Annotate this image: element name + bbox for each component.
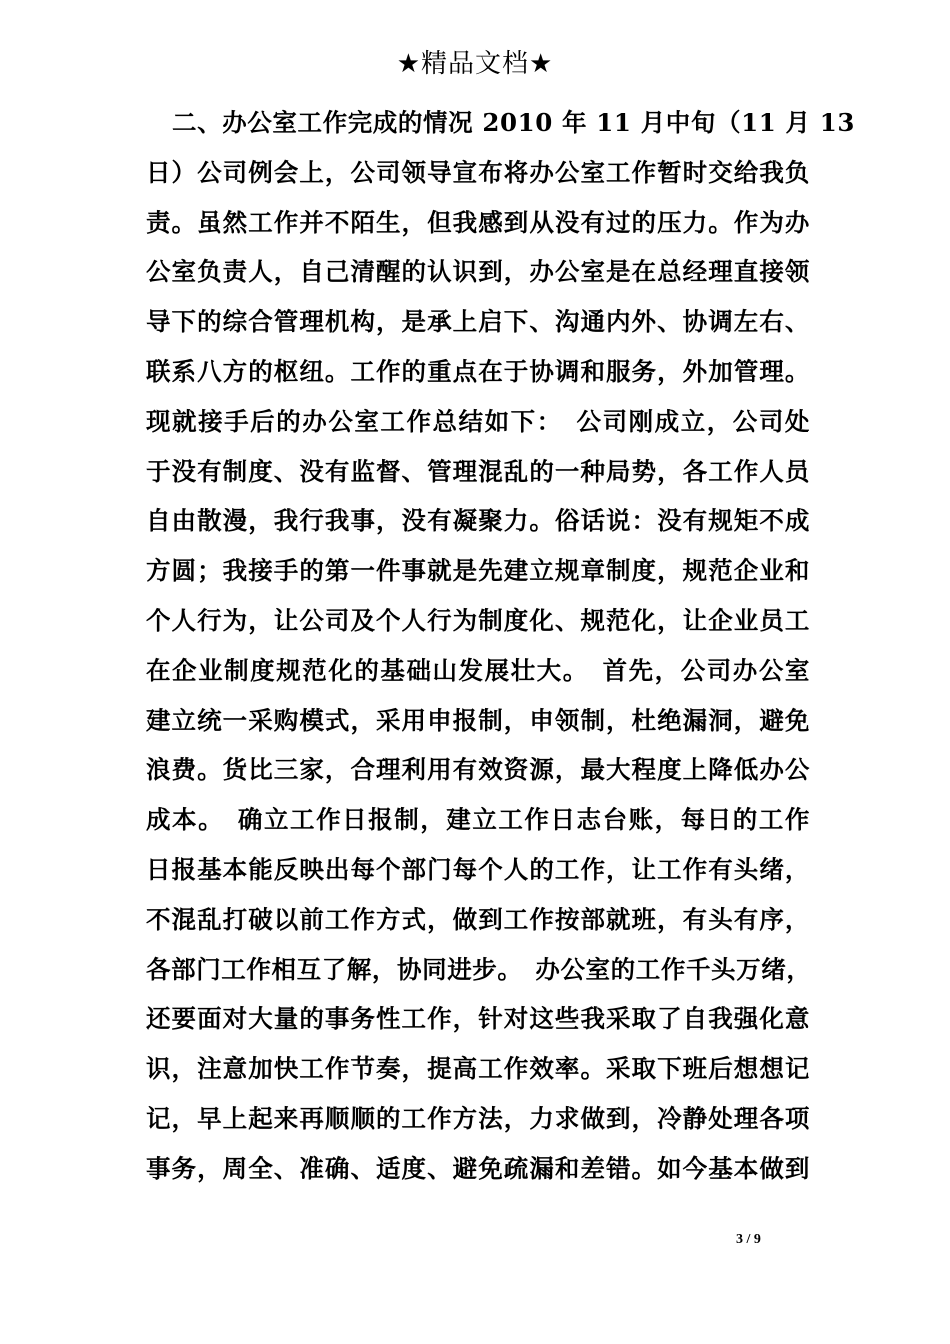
body-line: 还要面对大量的事务性工作，针对这些我采取了自我强化意 xyxy=(146,1004,810,1034)
body-line: 在企业制度规范化的基础山发展壮大。 首先，公司办公室 xyxy=(146,655,810,685)
body-line: 浪费。货比三家，合理利用有效资源，最大程度上降低办公 xyxy=(146,755,810,785)
body-line: 于没有制度、没有监督、管理混乱的一种局势，各工作人员 xyxy=(146,456,810,486)
body-line: 不混乱打破以前工作方式，做到工作按部就班，有头有序， xyxy=(146,904,810,934)
body-line: 各部门工作相互了解，协同进步。 办公室的工作千头万绪， xyxy=(146,954,812,984)
body-line: 建立统一采购模式，采用申报制，申领制，杜绝漏洞，避免 xyxy=(146,705,810,735)
document-body xyxy=(146,98,856,1194)
body-line: 成本。 确立工作日报制，建立工作日志台账，每日的工作 xyxy=(146,805,810,835)
body-line: 导下的综合管理机构，是承上启下、沟通内外、协调左右、 xyxy=(146,307,810,337)
body-line: 事务，周全、准确、适度、避免疏漏和差错。如今基本做到 xyxy=(146,1153,810,1183)
body-line: 责。虽然工作并不陌生，但我感到从没有过的压力。作为办 xyxy=(146,207,810,237)
body-line: 识，注意加快工作节奏，提高工作效率。采取下班后想想记 xyxy=(146,1054,810,1084)
body-line: 方圆；我接手的第一件事就是先建立规章制度，规范企业和 xyxy=(146,556,810,586)
body-line: 公室负责人，自己清醒的认识到，办公室是在总经理直接领 xyxy=(146,257,810,287)
body-line: 联系八方的枢纽。工作的重点在于协调和服务，外加管理。 xyxy=(146,356,810,386)
body-line: 二、办公室工作完成的情况 2010 年 11 月中旬（11 月 13 xyxy=(172,108,856,137)
body-line: 自由散漫，我行我事，没有凝聚力。俗话说：没有规矩不成 xyxy=(146,506,810,536)
body-line: 个人行为，让公司及个人行为制度化、规范化，让企业员工 xyxy=(146,605,810,635)
body-line: 日）公司例会上，公司领导宣布将办公室工作暂时交给我负 xyxy=(146,157,810,187)
body-line: 记，早上起来再顺顺的工作方法，力求做到，冷静处理各项 xyxy=(146,1103,810,1133)
page-header-title: ★精品文档★ xyxy=(396,49,554,79)
body-line: 日报基本能反映出每个部门每个人的工作，让工作有头绪， xyxy=(146,854,810,884)
page-number: 3 / 9 xyxy=(736,1232,761,1247)
body-line: 现就接手后的办公室工作总结如下： 公司刚成立，公司处 xyxy=(146,406,810,436)
